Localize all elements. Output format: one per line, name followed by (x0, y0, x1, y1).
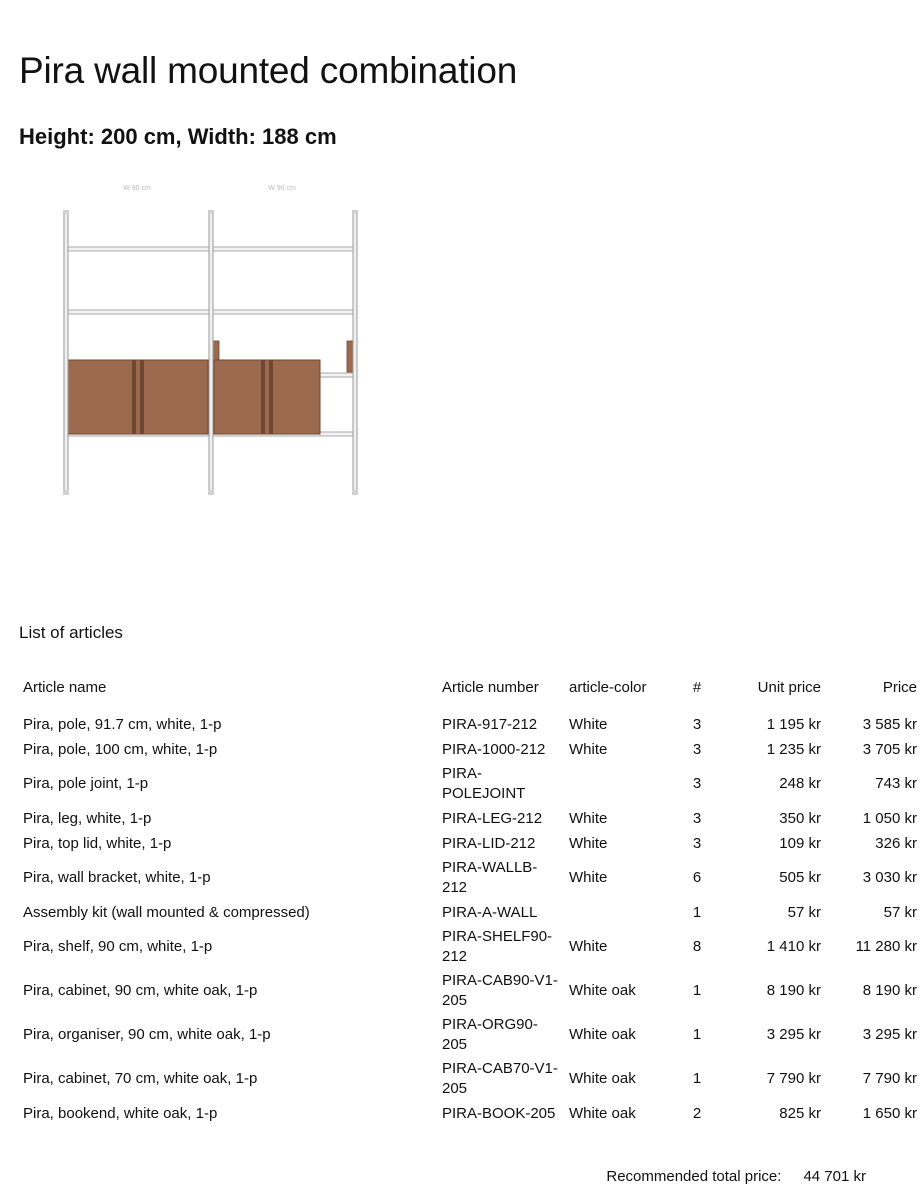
article-color: White (569, 740, 608, 758)
article-name: Pira, cabinet, 90 cm, white oak, 1-p (23, 982, 258, 999)
article-price: 3 295 kr (862, 1026, 917, 1043)
article-qty: 3 (692, 715, 702, 733)
pole (64, 213, 68, 493)
shelf (212, 310, 354, 314)
table-row (19, 831, 921, 856)
articles-body (19, 712, 921, 1126)
pole (209, 213, 213, 493)
table-row (19, 712, 921, 737)
article-unit-price: 825 kr (779, 1104, 821, 1122)
total-price-line (606, 1168, 866, 1185)
article-name: Pira, bookend, white oak, 1-p (23, 1104, 218, 1122)
article-name: Pira, pole, 91.7 cm, white, 1-p (23, 715, 222, 733)
article-number: PIRA-1000-212 (442, 740, 546, 758)
article-price: 57 kr (883, 903, 917, 921)
article-color: White (569, 809, 608, 827)
table-row (19, 925, 921, 969)
article-name: Pira, leg, white, 1-p (23, 809, 152, 827)
article-number: PIRA-LID-212 (442, 834, 536, 852)
article-number: PIRA-CAB90-V1-205 (442, 972, 558, 1009)
article-color: White oak (569, 1104, 636, 1122)
article-unit-price: 1 235 kr (766, 740, 821, 758)
article-unit-price: 57 kr (787, 903, 821, 921)
cabinet-right (214, 360, 320, 434)
article-number: PIRA-SHELF90-212 (442, 928, 553, 965)
article-unit-price: 3 295 kr (766, 1026, 821, 1043)
table-row (19, 1101, 921, 1126)
article-name: Pira, pole, 100 cm, white, 1-p (23, 740, 218, 758)
article-number: PIRA-917-212 (442, 715, 538, 733)
articles-heading: List of articles (19, 623, 123, 642)
article-unit-price: 1 410 kr (766, 938, 821, 955)
article-unit-price: 109 kr (779, 834, 821, 852)
article-price: 326 kr (875, 834, 917, 852)
article-color: White oak (569, 1070, 636, 1087)
column-header-price: Price (882, 679, 917, 696)
article-price: 8 190 kr (862, 982, 917, 999)
article-number: PIRA-WALLB-212 (442, 859, 538, 896)
poles (64, 213, 357, 493)
table-row (19, 806, 921, 831)
article-qty: 8 (692, 938, 702, 955)
article-unit-price: 505 kr (779, 869, 821, 886)
column-header-number: Article number (442, 679, 539, 696)
article-unit-price: 1 195 kr (766, 715, 821, 733)
article-name: Assembly kit (wall mounted & compressed) (23, 903, 310, 921)
table-row (19, 737, 921, 762)
article-price: 3 030 kr (862, 869, 917, 886)
article-unit-price: 8 190 kr (766, 982, 821, 999)
shelf (67, 247, 209, 251)
article-number: PIRA-A-WALL (442, 903, 538, 921)
article-unit-price: 7 790 kr (766, 1070, 821, 1087)
table-row (19, 969, 921, 1013)
dimensions-subtitle: Height: 200 cm, Width: 188 cm (19, 124, 337, 149)
article-number: PIRA-LEG-212 (442, 809, 543, 827)
article-price: 1 650 kr (862, 1104, 917, 1122)
table-row (19, 856, 921, 900)
article-unit-price: 350 kr (779, 809, 821, 827)
article-price: 7 790 kr (862, 1070, 917, 1087)
article-qty: 1 (692, 1026, 702, 1043)
article-name: Pira, pole joint, 1-p (23, 775, 149, 792)
article-price: 743 kr (875, 775, 917, 792)
article-qty: 6 (692, 869, 702, 886)
article-price: 3 705 kr (862, 740, 917, 758)
article-name: Pira, shelf, 90 cm, white, 1-p (23, 938, 213, 955)
article-qty: 2 (692, 1104, 702, 1122)
article-name: Pira, wall bracket, white, 1-p (23, 869, 211, 886)
article-color (565, 900, 675, 925)
table-row (19, 1013, 921, 1057)
article-name: Pira, top lid, white, 1-p (23, 834, 172, 852)
article-unit-price: 248 kr (779, 775, 821, 792)
article-number: PIRA-ORG90-205 (442, 1016, 538, 1053)
column-header-qty: # (692, 679, 702, 696)
table-header-row (19, 664, 921, 712)
column-header-name: Article name (23, 679, 107, 696)
column-header-unit-price: Unit price (757, 679, 821, 696)
shelving-drawing (40, 178, 380, 508)
shelf (318, 373, 354, 377)
article-price: 1 050 kr (862, 809, 917, 827)
article-qty: 3 (692, 740, 702, 758)
total-price-label: Recommended total price: (606, 1168, 782, 1185)
article-qty: 3 (692, 834, 702, 852)
bookend (347, 341, 353, 372)
article-name: Pira, cabinet, 70 cm, white oak, 1-p (23, 1070, 258, 1087)
article-color: White oak (569, 982, 636, 999)
article-qty: 3 (692, 809, 702, 827)
article-qty: 3 (692, 775, 702, 792)
article-color: White oak (569, 1026, 636, 1043)
article-number: PIRA-CAB70-V1-205 (442, 1060, 558, 1097)
article-color (565, 762, 675, 806)
cabinet-left (68, 360, 208, 434)
article-price: 11 280 kr (855, 938, 917, 955)
table-row (19, 762, 921, 806)
bookend (213, 341, 219, 360)
pole (353, 213, 357, 493)
article-color: White (569, 869, 608, 886)
section-width-label-left: W 90 cm (123, 185, 151, 192)
article-color: White (569, 834, 608, 852)
article-color: White (569, 715, 608, 733)
article-qty: 1 (692, 1070, 702, 1087)
article-qty: 1 (692, 982, 702, 999)
article-number: PIRA-BOOK-205 (442, 1104, 556, 1122)
articles-table (19, 664, 921, 1126)
article-qty: 1 (692, 903, 702, 921)
article-price: 3 585 kr (862, 715, 917, 733)
total-price-value: 44 701 kr (803, 1168, 866, 1185)
article-number: PIRA-POLEJOINT (442, 765, 526, 802)
column-header-color: article-color (569, 679, 647, 696)
shelf (212, 247, 354, 251)
article-name: Pira, organiser, 90 cm, white oak, 1-p (23, 1026, 271, 1043)
article-color: White (569, 938, 608, 955)
table-row (19, 900, 921, 925)
section-width-label-right: W 90 cm (268, 185, 296, 192)
table-row (19, 1057, 921, 1101)
shelf (67, 310, 209, 314)
page-title: Pira wall mounted combination (19, 50, 518, 91)
